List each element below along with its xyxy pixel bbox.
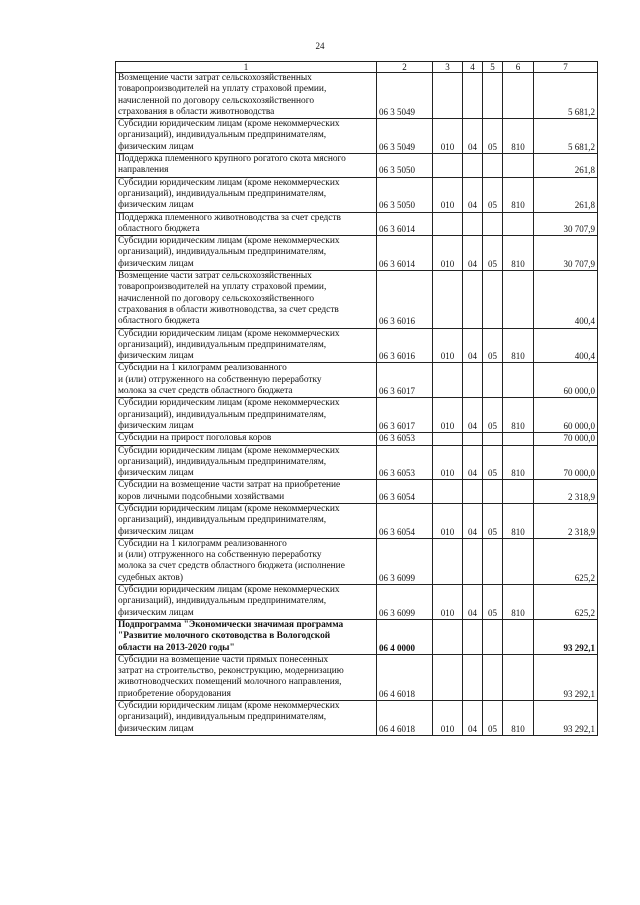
row-col4-cell: 04 [463,503,483,538]
row-col4-cell: 04 [463,236,483,271]
row-code-cell: 06 4 6018 [377,701,433,736]
row-col6-cell: 810 [503,328,534,363]
row-code-cell: 06 3 5049 [377,119,433,154]
row-col3-cell [433,271,463,328]
row-col4-cell: 04 [463,585,483,620]
budget-table [115,61,598,736]
row-col3-cell [433,619,463,654]
header-col-3: 3 [433,62,463,73]
row-amount-cell: 60 000,0 [534,398,598,433]
row-name-cell: Субсидии юридическим лицам (кроме некоммерческих организаций), индивидуальным предпринимателям, физическим лицам [116,398,377,433]
row-code-cell: 06 3 6017 [377,363,433,398]
table-row [116,154,598,178]
row-name-cell: Субсидии на возмещение части затрат на приобретение коров личными подсобными хозяйствами [116,480,377,504]
table-header-row [116,62,598,73]
row-code-cell: 06 3 6014 [377,212,433,236]
row-amount-cell: 30 707,9 [534,236,598,271]
row-name-cell: Субсидии на возмещение части прямых понесенных затрат на строительство, реконструкцию, модернизацию животноводческих помещений молочного направления, приобретение оборудования [116,654,377,700]
row-amount-cell: 60 000,0 [534,363,598,398]
table-row [116,701,598,736]
table-row [116,328,598,363]
row-col6-cell [503,154,534,178]
row-amount-cell: 30 707,9 [534,212,598,236]
row-col6-cell [503,619,534,654]
table-row [116,212,598,236]
table-row [116,73,598,119]
header-col-1: 1 [116,62,377,73]
row-col4-cell: 04 [463,701,483,736]
row-name-cell: Возмещение части затрат сельскохозяйственных товаропроизводителей на уплату страховой премии, начисленной по договору сельскохозяйственного страхования в области животноводства, за счет средств областного бюджета [116,271,377,328]
row-name-cell: Поддержка племенного крупного рогатого скота мясного направления [116,154,377,178]
row-col3-cell: 010 [433,328,463,363]
table-row [116,503,598,538]
table-row [116,445,598,480]
row-amount-cell: 5 681,2 [534,119,598,154]
row-amount-cell: 261,8 [534,154,598,178]
row-col4-cell [463,73,483,119]
row-amount-cell: 5 681,2 [534,73,598,119]
row-col6-cell: 810 [503,445,534,480]
row-col3-cell: 010 [433,398,463,433]
row-col6-cell [503,271,534,328]
row-name-cell: Субсидии на прирост поголовья коров [116,433,377,445]
row-col4-cell [463,480,483,504]
row-col4-cell [463,538,483,584]
row-col5-cell [483,212,503,236]
row-col6-cell [503,212,534,236]
row-col3-cell [433,654,463,700]
table-row [116,119,598,154]
row-col4-cell [463,271,483,328]
header-col-2: 2 [377,62,433,73]
row-col4-cell [463,619,483,654]
table-row [116,538,598,584]
row-col6-cell [503,73,534,119]
row-code-cell: 06 3 6016 [377,271,433,328]
row-col6-cell: 810 [503,398,534,433]
row-col5-cell: 05 [483,328,503,363]
page-number: 24 [315,41,325,51]
row-amount-cell: 400,4 [534,328,598,363]
table-row [116,398,598,433]
row-col3-cell: 010 [433,119,463,154]
row-code-cell: 06 3 6054 [377,480,433,504]
row-name-cell: Субсидии юридическим лицам (кроме некоммерческих организаций), индивидуальным предпринимателям, физическим лицам [116,701,377,736]
row-amount-cell: 70 000,0 [534,445,598,480]
table-row [116,619,598,654]
row-code-cell: 06 3 5050 [377,177,433,212]
row-col5-cell: 05 [483,503,503,538]
row-col5-cell: 05 [483,177,503,212]
row-col4-cell: 04 [463,398,483,433]
row-code-cell: 06 3 6053 [377,445,433,480]
row-col3-cell [433,538,463,584]
row-name-cell: Субсидии юридическим лицам (кроме некоммерческих организаций), индивидуальным предпринимателям, физическим лицам [116,236,377,271]
row-name-cell: Субсидии юридическим лицам (кроме некоммерческих организаций), индивидуальным предпринимателям, физическим лицам [116,119,377,154]
row-code-cell: 06 3 5049 [377,73,433,119]
header-col-4: 4 [463,62,483,73]
row-col5-cell [483,363,503,398]
row-col4-cell [463,154,483,178]
row-col5-cell [483,271,503,328]
row-col5-cell [483,619,503,654]
row-code-cell: 06 4 0000 [377,619,433,654]
row-col5-cell: 05 [483,445,503,480]
row-col3-cell: 010 [433,177,463,212]
row-name-cell: Возмещение части затрат сельскохозяйственных товаропроизводителей на уплату страховой премии, начисленной по договору сельскохозяйственного страхования в области животноводства [116,73,377,119]
row-col6-cell: 810 [503,119,534,154]
row-col3-cell [433,154,463,178]
table-row [116,654,598,700]
row-amount-cell: 261,8 [534,177,598,212]
row-col3-cell: 010 [433,503,463,538]
row-amount-cell: 2 318,9 [534,480,598,504]
row-amount-cell: 93 292,1 [534,654,598,700]
row-col5-cell [483,480,503,504]
row-col6-cell [503,433,534,445]
table-row [116,177,598,212]
row-name-cell: Субсидии юридическим лицам (кроме некоммерческих организаций), индивидуальным предпринимателям, физическим лицам [116,177,377,212]
row-col3-cell [433,212,463,236]
header-col-5: 5 [483,62,503,73]
row-name-cell: Субсидии юридическим лицам (кроме некоммерческих организаций), индивидуальным предпринимателям, физическим лицам [116,328,377,363]
row-code-cell: 06 3 6014 [377,236,433,271]
row-col6-cell [503,363,534,398]
row-col6-cell: 810 [503,701,534,736]
row-col5-cell [483,73,503,119]
row-code-cell: 06 3 6099 [377,585,433,620]
row-amount-cell: 93 292,1 [534,701,598,736]
row-amount-cell: 2 318,9 [534,503,598,538]
row-col5-cell: 05 [483,398,503,433]
row-col3-cell [433,73,463,119]
row-col6-cell: 810 [503,585,534,620]
row-col5-cell: 05 [483,585,503,620]
row-amount-cell: 400,4 [534,271,598,328]
table-row [116,480,598,504]
row-amount-cell: 93 292,1 [534,619,598,654]
row-col6-cell: 810 [503,177,534,212]
row-col3-cell: 010 [433,445,463,480]
row-code-cell: 06 4 6018 [377,654,433,700]
row-col5-cell [483,654,503,700]
row-col5-cell [483,433,503,445]
row-code-cell: 06 3 5050 [377,154,433,178]
header-col-7: 7 [534,62,598,73]
row-col4-cell [463,212,483,236]
row-code-cell: 06 3 6099 [377,538,433,584]
row-col4-cell [463,654,483,700]
table-row [116,236,598,271]
row-col6-cell: 810 [503,236,534,271]
row-name-cell: Субсидии юридическим лицам (кроме некоммерческих организаций), индивидуальным предпринимателям, физическим лицам [116,445,377,480]
row-col4-cell [463,433,483,445]
row-name-cell: Субсидии юридическим лицам (кроме некоммерческих организаций), индивидуальным предпринимателям, физическим лицам [116,503,377,538]
row-col4-cell: 04 [463,445,483,480]
row-name-cell: Субсидии на 1 килограмм реализованного и (или) отгруженного на собственную переработку молока за счет средств областного бюджета (исполнение судебных актов) [116,538,377,584]
row-code-cell: 06 3 6054 [377,503,433,538]
row-col4-cell [463,363,483,398]
table-row [116,271,598,328]
row-col5-cell [483,154,503,178]
row-col3-cell [433,480,463,504]
row-col4-cell: 04 [463,119,483,154]
row-col3-cell: 010 [433,701,463,736]
row-col6-cell [503,480,534,504]
row-name-cell: Подпрограмма "Экономически значимая программа "Развитие молочного скотоводства в Вологодской области на 2013-2020 годы" [116,619,377,654]
row-col5-cell: 05 [483,236,503,271]
row-col6-cell [503,538,534,584]
row-col6-cell [503,654,534,700]
row-amount-cell: 625,2 [534,585,598,620]
row-col5-cell: 05 [483,119,503,154]
row-amount-cell: 70 000,0 [534,433,598,445]
row-code-cell: 06 3 6016 [377,328,433,363]
row-col3-cell: 010 [433,236,463,271]
row-col5-cell [483,538,503,584]
row-col3-cell [433,433,463,445]
row-name-cell: Субсидии на 1 килограмм реализованного и (или) отгруженного на собственную переработку молока за счет средств областного бюджета [116,363,377,398]
row-code-cell: 06 3 6053 [377,433,433,445]
table-row [116,363,598,398]
header-col-6: 6 [503,62,534,73]
row-name-cell: Субсидии юридическим лицам (кроме некоммерческих организаций), индивидуальным предпринимателям, физическим лицам [116,585,377,620]
row-col3-cell: 010 [433,585,463,620]
table-row [116,433,598,445]
row-amount-cell: 625,2 [534,538,598,584]
row-col4-cell: 04 [463,177,483,212]
row-col3-cell [433,363,463,398]
row-code-cell: 06 3 6017 [377,398,433,433]
table-row [116,585,598,620]
row-col4-cell: 04 [463,328,483,363]
row-col5-cell: 05 [483,701,503,736]
row-col6-cell: 810 [503,503,534,538]
row-name-cell: Поддержка племенного животноводства за счет средств областного бюджета [116,212,377,236]
